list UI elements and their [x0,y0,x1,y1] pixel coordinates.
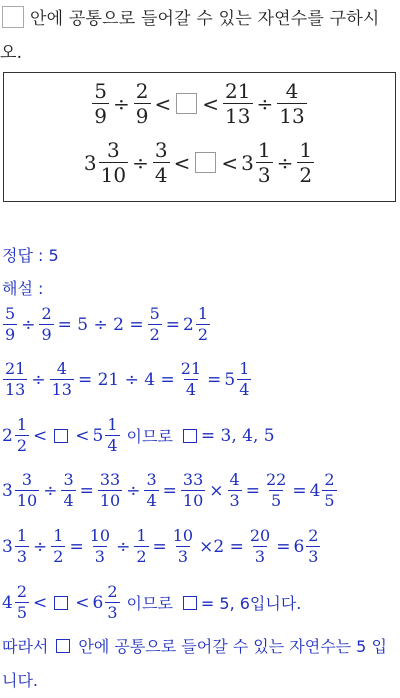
fraction [98,472,122,509]
whole-number: 4 [2,592,13,613]
fraction [15,472,39,509]
fraction [134,81,151,126]
blank-box-icon [56,639,70,653]
numerator: 2 [135,79,149,103]
whole-number: 3 [83,150,97,175]
numerator: 3 [63,470,74,489]
whole-number: 4 [309,480,321,501]
denominator: 3 [229,491,240,510]
fraction [134,528,148,565]
fraction [39,306,53,343]
fraction [15,584,29,621]
numerator: 1 [16,415,28,434]
denominator: 2 [53,547,64,566]
fraction [105,584,119,621]
fraction [196,306,210,343]
denominator: 10 [182,491,204,510]
whole-number: 6 [92,592,104,613]
blank-box-icon [54,429,68,443]
numerator: 1 [136,526,147,545]
numerator: 5 [5,304,16,323]
numerator: 21 [180,359,202,378]
whole-number: 2 [2,425,13,446]
denominator: 4 [239,380,250,399]
whole-number: 3 [2,536,13,557]
result-text: = 5, 6입니다. [200,594,302,613]
denominator: 3 [94,547,105,566]
blank-box-icon [183,429,197,443]
fraction [181,472,205,509]
fraction [171,528,195,565]
denominator: 3 [177,547,189,566]
equals-sign: = [79,480,94,501]
denominator: 4 [154,163,168,187]
conclusion-sentence: 안에 공통으로 들어갈 수 있는 자연수는 5 입니다. [2,637,387,690]
denominator: 5 [16,603,28,622]
numerator: 3 [154,138,168,162]
fraction [223,81,252,126]
fraction [99,140,128,185]
denominator: 13 [5,380,26,399]
numerator: 20 [249,526,271,545]
whole-number: 5 [92,425,104,446]
denominator: 2 [136,547,147,566]
denominator: 10 [100,163,127,187]
numerator: 10 [89,526,111,545]
conclusion-prefix: 따라서 [2,637,49,656]
denominator: 13 [225,104,251,128]
fraction [105,417,119,454]
numerator: 2 [324,470,335,489]
fraction [277,81,306,126]
numerator: 1 [239,359,250,378]
whole-number: 3 [2,480,13,501]
fraction [51,528,65,565]
numerator: 1 [257,138,271,162]
whole-number: 3 [241,150,254,175]
numerator: 21 [5,359,26,378]
denominator: 4 [107,436,118,455]
equals-sign: = [292,480,307,501]
solution-step-1 [2,306,211,343]
fraction [297,140,314,185]
divide-sign: ÷ [132,150,149,175]
denominator: 2 [149,325,160,344]
less-than-sign: < [33,425,48,446]
fraction [228,472,242,509]
blank-box-icon [183,596,197,610]
less-than-sign: < [75,592,90,613]
fraction [50,361,74,398]
fraction [148,306,162,343]
denominator: 5 [324,491,335,510]
numerator: 1 [53,526,64,545]
denominator: 3 [257,163,271,187]
expression-text: = 21 ÷ 4 = [77,369,175,390]
denominator: 9 [94,104,108,128]
blank-box-icon [2,6,24,28]
equals-sign: = [165,314,181,335]
numerator: 33 [182,470,204,489]
times-sign: × [209,480,224,501]
conclusion-text [2,630,398,698]
inequality-line-2 [4,140,395,185]
denominator: 9 [5,325,16,344]
fraction [264,472,288,509]
denominator: 9 [135,104,149,128]
times-two-text: ×2 = [199,536,244,557]
divide-sign: ÷ [113,91,130,116]
less-than-sign: < [221,150,239,175]
denominator: 2 [197,325,209,344]
equals-sign: = [152,536,167,557]
denominator: 5 [271,491,282,510]
numerator: 2 [308,526,319,545]
denominator: 4 [63,491,74,510]
fraction [3,361,27,398]
numerator: 1 [16,526,28,545]
denominator: 3 [254,547,266,566]
fraction [179,361,203,398]
numerator: 1 [107,415,118,434]
denominator: 3 [16,547,28,566]
denominator: 4 [185,380,197,399]
numerator: 4 [229,470,240,489]
equals-sign: = [207,369,222,390]
fraction [61,472,75,509]
blank-box-icon [195,152,216,173]
inequality-line-1 [4,81,395,126]
solution-step-4 [2,472,338,509]
divide-sign: ÷ [276,150,294,175]
less-than-sign: < [202,91,220,116]
numerator: 3 [21,470,33,489]
numerator: 2 [41,304,52,323]
fraction [237,361,251,398]
divide-sign: ÷ [33,536,48,557]
fraction [153,140,170,185]
question-sentence: 안에 공통으로 들어갈 수 있는 자연수를 구하시오. [0,9,380,63]
fraction [248,528,272,565]
numerator: 5 [149,304,160,323]
denominator: 2 [299,163,313,187]
fraction [88,528,112,565]
numerator: 2 [16,582,28,601]
fraction [92,81,109,126]
answer-label: 정답 : 5 [2,246,59,265]
denominator: 3 [107,603,118,622]
divide-sign: ÷ [256,91,274,116]
numerator: 3 [107,138,120,162]
conjunction-text: 이므로 [126,427,173,446]
divide-sign: ÷ [116,536,131,557]
solution-step-2 [2,361,252,398]
blank-box-icon [54,596,68,610]
numerator: 10 [172,526,194,545]
divide-sign: ÷ [21,314,36,335]
whole-number: 2 [183,314,194,335]
explanation-label: 해설 : [2,279,44,298]
fraction [15,417,29,454]
whole-number: 5 [224,369,236,390]
numerator: 4 [285,79,299,103]
expression-text: = 5 ÷ 2 = [57,314,144,335]
solution-step-5 [2,528,321,565]
less-than-sign: < [33,592,48,613]
numerator: 21 [225,79,251,103]
numerator: 22 [265,470,287,489]
numerator: 1 [197,304,209,323]
solution-step-3 [2,417,275,454]
conjunction-text: 이므로 [126,594,173,613]
fraction [306,528,320,565]
fraction [3,306,17,343]
fraction [144,472,158,509]
numerator: 5 [94,79,108,103]
equals-sign: = [69,536,84,557]
result-text: = 3, 4, 5 [200,425,275,446]
denominator: 10 [16,491,38,510]
numerator: 33 [99,470,121,489]
equals-sign: = [162,480,177,501]
divide-sign: ÷ [43,480,58,501]
question-box [3,72,396,202]
denominator: 9 [41,325,52,344]
denominator: 10 [99,491,121,510]
fraction [15,528,29,565]
less-than-sign: < [75,425,90,446]
denominator: 3 [308,547,319,566]
whole-number: 6 [293,536,305,557]
question-text [0,2,398,70]
divide-sign: ÷ [126,480,141,501]
blank-box-icon [176,93,197,114]
denominator: 2 [16,436,28,455]
denominator: 13 [279,104,305,128]
numerator: 3 [146,470,157,489]
less-than-sign: < [173,150,191,175]
divide-sign: ÷ [31,369,46,390]
less-than-sign: < [154,91,172,116]
fraction [322,472,336,509]
equals-sign: = [276,536,291,557]
fraction [256,140,273,185]
numerator: 1 [299,138,313,162]
equals-sign: = [245,480,260,501]
numerator: 2 [107,582,118,601]
denominator: 4 [146,491,157,510]
denominator: 13 [51,380,72,399]
solution-step-6 [2,584,301,621]
numerator: 4 [56,359,67,378]
